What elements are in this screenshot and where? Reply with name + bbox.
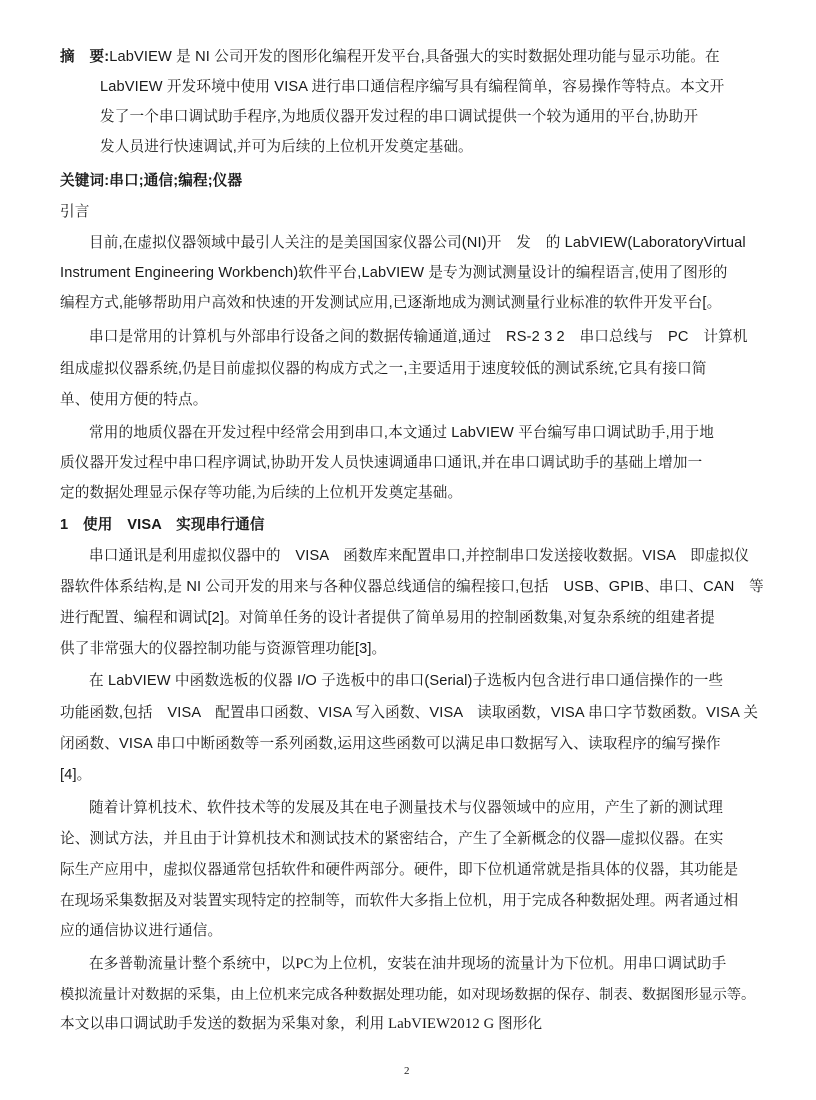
s1-p3-line-5: 应的通信协议进行通信。	[60, 923, 223, 939]
s1-p4-line-1: 在多普勒流量计整个系统中，以PC为上位机，安装在油井现场的流量计为下位机。用串口调试助手	[89, 956, 727, 972]
abstract-label: 摘 要:	[60, 49, 110, 65]
intro-p1-line-3: 编程方式,能够帮助用户高效和快速的开发测试应用,已逐渐地成为测试测量行业标准的软件开发平台[。	[60, 295, 722, 311]
intro-p3-line-2: 质仪器开发过程中串口程序调试,协助开发人员快速调通串口通讯,并在串口调试助手的基础上增加一	[60, 455, 703, 471]
intro-heading: 引言	[60, 204, 90, 220]
intro-p3-line-1: 常用的地质仪器在开发过程中经常会用到串口,本文通过 LabVIEW 平台编写串口调试助手,用于地	[89, 425, 715, 441]
intro-p2-line-1: 串口是常用的计算机与外部串行设备之间的数据传输通道,通过 RS-2 3 2 串口总线与 PC 计算机	[89, 329, 748, 345]
s1-p3-line-2: 论、测试方法，并且由于计算机技术和测试技术的紧密结合，产生了全新概念的仪器—虚拟仪器。在实	[60, 831, 724, 847]
s1-p1-line-2: 器软件体系结构,是 NI 公司开发的用来与各种仪器总线通信的编程接口,包括 USB、GPIB、串口、CAN 等	[60, 579, 764, 595]
intro-p2-line-3: 单、使用方便的特点。	[60, 392, 208, 408]
s1-p3-line-4: 在现场采集数据及对装置实现特定的控制等，而软件大多指上位机，用于完成各种数据处理。两者通过相	[60, 893, 739, 909]
s1-p3-line-3: 际生产应用中，虚拟仪器通常包括软件和硬件两部分。硬件，即下位机通常就是指具体的仪器，其功能是	[60, 862, 739, 878]
s1-p1-line-1: 串口通讯是利用虚拟仪器中的 VISA 函数库来配置串口,并控制串口发送接收数据。VISA 即虚拟仪	[89, 548, 750, 564]
s1-p3-line-1: 随着计算机技术、软件技术等的发展及其在电子测量技术与仪器领域中的应用，产生了新的测试理	[89, 800, 723, 816]
s1-p4-line-3: 本文以串口调试助手发送的数据为采集对象，利用 LabVIEW2012 G 图形化	[60, 1016, 543, 1032]
abstract-line-4: 发人员进行快速调试,并可为后续的上位机开发奠定基础。	[100, 139, 473, 155]
abstract-line-1	[60, 47, 720, 67]
section-1-heading: 1 使用 VISA 实现串行通信	[60, 517, 265, 533]
abstract-line-2: LabVIEW 开发环境中使用 VISA 进行串口通信程序编写具有编程简单，容易操作等特点。本文开	[100, 79, 725, 95]
s1-p4-line-2: 模拟流量计对数据的采集，由上位机来完成各种数据处理功能，如对现场数据的保存、制表、数据图形显示等。	[60, 987, 756, 1003]
s1-p2-line-3: 闭函数、VISA 串口中断函数等一系列函数,运用这些函数可以满足串口数据写入、读取程序的编写操作	[60, 736, 721, 752]
abstract-text: LabVIEW 是 NI 公司开发的图形化编程开发平台,具备强大的实时数据处理功能与显示功能。在	[109, 49, 720, 65]
s1-p1-line-3: 进行配置、编程和调试[2]。对简单任务的设计者提供了简单易用的控制函数集,对复杂系统的组建者提	[60, 610, 715, 626]
page-number: 2	[404, 1065, 410, 1077]
intro-p3-line-3: 定的数据处理显示保存等功能,为后续的上位机开发奠定基础。	[60, 485, 463, 501]
intro-p2-line-2: 组成虚拟仪器系统,仍是目前虚拟仪器的构成方式之一,主要适用于速度较低的测试系统,它具有接口简	[60, 361, 707, 377]
s1-p1-line-4: 供了非常强大的仪器控制功能与资源管理功能[3]。	[60, 641, 387, 657]
s1-p2-line-1: 在 LabVIEW 中函数选板的仪器 I/O 子选板中的串口(Serial)子选板内包含进行串口通信操作的一些	[89, 673, 724, 689]
abstract-line-3: 发了一个串口调试助手程序,为地质仪器开发过程的串口调试提供一个较为通用的平台,协助开	[100, 109, 699, 125]
s1-p2-line-2: 功能函数,包括 VISA 配置串口函数、VISA 写入函数、VISA 读取函数，VISA 串口字节数函数。VISA 关	[60, 705, 759, 721]
keywords: 关键词:串口;通信;编程;仪器	[60, 173, 243, 189]
intro-p1-line-2: Instrument Engineering Workbench)软件平台,LabVIEW 是专为测试测量设计的编程语言,使用了图形的	[60, 265, 728, 281]
s1-p2-line-4: [4]。	[60, 767, 92, 783]
intro-p1-line-1: 目前,在虚拟仪器领域中最引人关注的是美国国家仪器公司(NI)开 发 的 LabVIEW(LaboratoryVirtual	[89, 235, 746, 251]
